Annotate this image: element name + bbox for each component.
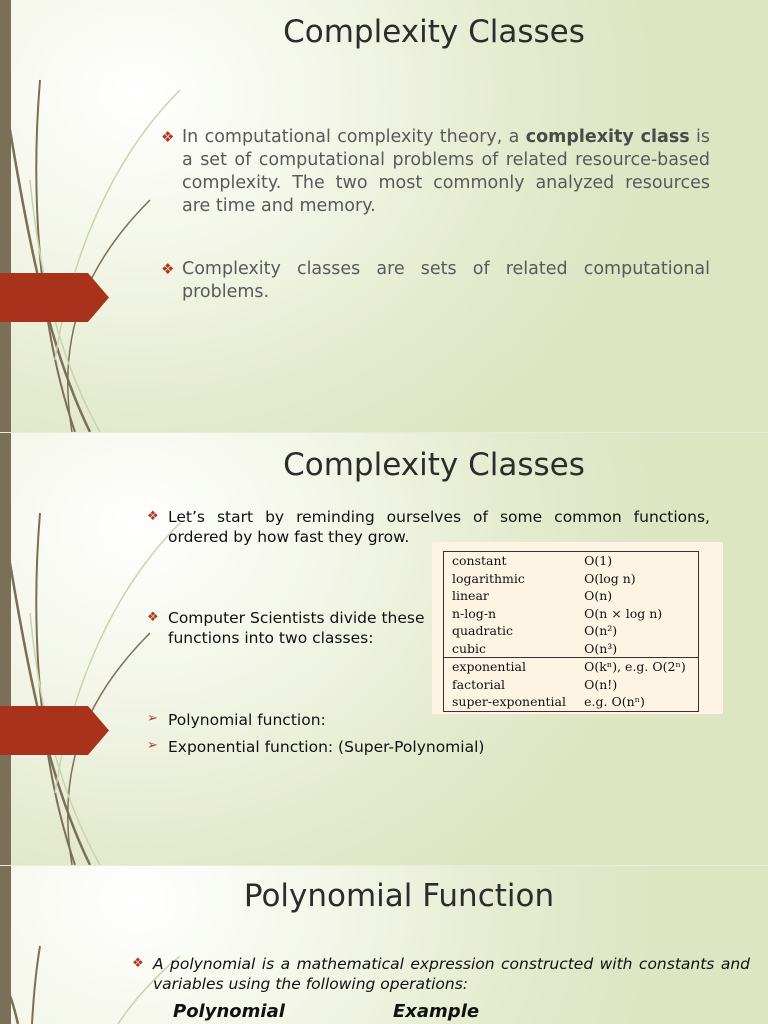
table-row	[444, 693, 699, 711]
sub-bullet-item	[147, 737, 568, 757]
diamond-bullet-icon: ❖	[147, 509, 159, 524]
bullet-text: In computational complexity theory, a	[182, 127, 526, 147]
function-name-cell: factorial	[452, 676, 506, 692]
complexity-table	[443, 551, 699, 712]
function-name-cell: logarithmic	[452, 570, 525, 586]
bullet-text: Complexity classes are sets of related computational problems.	[182, 259, 710, 302]
arrow-bullet-icon: ➢	[147, 711, 158, 726]
slide-title: Complexity Classes	[283, 14, 585, 50]
column-heading: Polynomial	[173, 1001, 285, 1022]
swoosh-decoration	[0, 0, 200, 432]
column-heading: Example	[393, 1001, 480, 1022]
big-o-cell: O(log n)	[584, 570, 636, 586]
slide-title: Complexity Classes	[283, 447, 585, 483]
complexity-table-image	[432, 542, 723, 714]
table-row	[444, 622, 699, 640]
bullet-text: Let’s start by reminding ourselves of some common functions, ordered by how fast they grow.	[168, 508, 710, 546]
table-row	[444, 640, 699, 658]
bullet-item	[132, 954, 750, 994]
slide-1	[0, 0, 768, 432]
left-bar	[0, 433, 11, 865]
bold-term: complexity class	[525, 127, 690, 147]
big-o-cell: O(n × log n)	[584, 605, 663, 621]
slide-2	[0, 433, 768, 865]
bullet-item	[161, 258, 710, 304]
big-o-cell: O(n³)	[584, 640, 618, 656]
swoosh-decoration	[0, 433, 200, 865]
arrow-tab	[0, 273, 109, 322]
function-name-cell: cubic	[452, 640, 487, 656]
function-name-cell: exponential	[444, 658, 581, 676]
left-bar	[0, 866, 11, 1024]
bullet-item	[161, 126, 710, 218]
sub-bullet-text: Polynomial function:	[168, 711, 326, 729]
left-bar	[0, 0, 11, 432]
function-name-cell: n-log-n	[452, 605, 497, 621]
table-row	[444, 570, 699, 588]
table-row	[444, 552, 699, 570]
bullet-item	[147, 507, 710, 547]
big-o-cell: e.g. O(nⁿ)	[584, 694, 645, 709]
big-o-cell: O(n²)	[584, 623, 618, 638]
slide-title: Polynomial Function	[243, 878, 555, 914]
slide-3	[0, 866, 768, 1024]
arrow-bullet-icon: ➢	[147, 738, 158, 753]
table-row	[444, 587, 699, 605]
big-o-cell: O(n!)	[584, 676, 618, 692]
function-name-cell: super-exponential	[452, 694, 567, 709]
table-row	[444, 676, 699, 694]
function-name-cell: constant	[452, 553, 507, 568]
bullet-text: is a set of computational problems of related resource-based complexity. The two most commonly analyzed resources are time and memory.	[182, 127, 710, 216]
diamond-bullet-icon: ❖	[147, 610, 159, 625]
bullet-text: A polynomial is a mathematical expression constructed with constants and variables using the following operations:	[153, 955, 750, 993]
diamond-bullet-icon: ❖	[161, 128, 175, 146]
big-o-cell: O(n)	[584, 588, 613, 603]
table-row	[444, 605, 699, 623]
bullet-text: Computer Scientists divide these functions into two classes:	[168, 609, 425, 647]
sub-bullet-text: Exponential function: (Super-Polynomial)	[168, 738, 485, 756]
arrow-tab	[0, 706, 109, 755]
function-name-cell: quadratic	[452, 623, 513, 638]
big-o-cell: O(kⁿ), e.g. O(2ⁿ)	[580, 658, 698, 676]
diamond-bullet-icon: ❖	[161, 260, 175, 278]
big-o-cell: O(1)	[584, 553, 613, 568]
diamond-bullet-icon: ❖	[132, 956, 144, 971]
bullet-item	[147, 608, 438, 648]
function-name-cell: linear	[452, 588, 489, 603]
table-row	[444, 658, 699, 676]
